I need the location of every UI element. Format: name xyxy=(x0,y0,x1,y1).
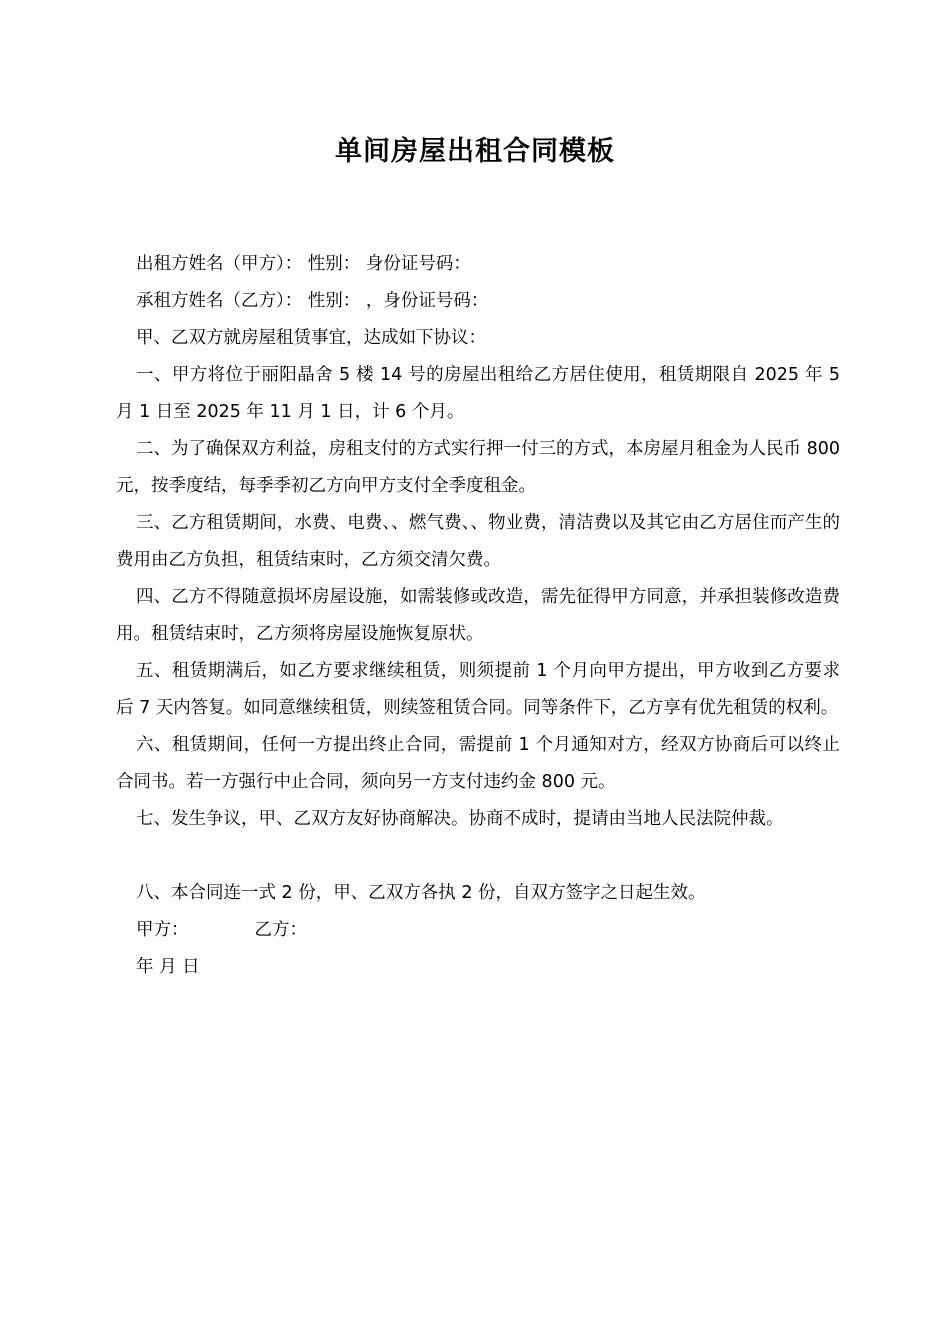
clause-8: 八、本合同连一式 2 份，甲、乙双方各执 2 份，自双方签字之日起生效。 xyxy=(136,883,706,903)
clause-2: 二、为了确保双方利益，房租支付的方式实行押一付三的方式，本房屋月租金为人民币 800 元，按季度结，每季季初乙方向甲方支付全季度租金。 xyxy=(116,439,840,496)
clause-1: 一、甲方将位于丽阳晶舍 5 楼 14 号的房屋出租给乙方居住使用，租赁期限自 2025 年 5 月 1 日至 2025 年 11 月 1 日，计 6 个月。 xyxy=(116,365,840,422)
lessor-info-line: 出租方姓名（甲方）： 性别： 身份证号码： xyxy=(136,254,471,274)
document-title: 单间房屋出租合同模板 xyxy=(335,136,615,167)
agreement-intro: 甲、乙双方就房屋租赁事宜，达成如下协议： xyxy=(136,328,486,348)
party-b-signature-label: 乙方： xyxy=(254,920,307,940)
clause-5: 五、租赁期满后，如乙方要求继续租赁，则须提前 1 个月向甲方提出，甲方收到乙方要求后 7 天内答复。如同意继续租赁，则续签租赁合同。同等条件下，乙方享有优先租赁的权利。 xyxy=(116,661,840,718)
signature-date: 年 月 日 xyxy=(136,957,200,977)
clause-6: 六、租赁期间，任何一方提出终止合同，需提前 1 个月通知对方，经双方协商后可以终止合同书。若一方强行中止合同，须向另一方支付违约金 800 元。 xyxy=(116,735,840,792)
party-a-signature-label: 甲方： xyxy=(136,920,189,940)
clause-3: 三、乙方租赁期间，水费、电费、、燃气费、、物业费，清洁费以及其它由乙方居住而产生的费用由乙方负担，租赁结束时，乙方须交清欠费。 xyxy=(116,513,840,570)
clause-7: 七、发生争议，甲、乙双方友好协商解决。协商不成时，提请由当地人民法院仲裁。 xyxy=(136,809,784,829)
document-body xyxy=(116,246,840,986)
lessee-info-line: 承租方姓名（乙方）： 性别： ，身份证号码： xyxy=(136,291,489,311)
blank-line xyxy=(116,838,840,875)
clause-4: 四、乙方不得随意损坏房屋设施，如需装修或改造，需先征得甲方同意，并承担装修改造费用。租赁结束时，乙方须将房屋设施恢复原状。 xyxy=(116,587,840,644)
signature-row xyxy=(116,912,840,949)
